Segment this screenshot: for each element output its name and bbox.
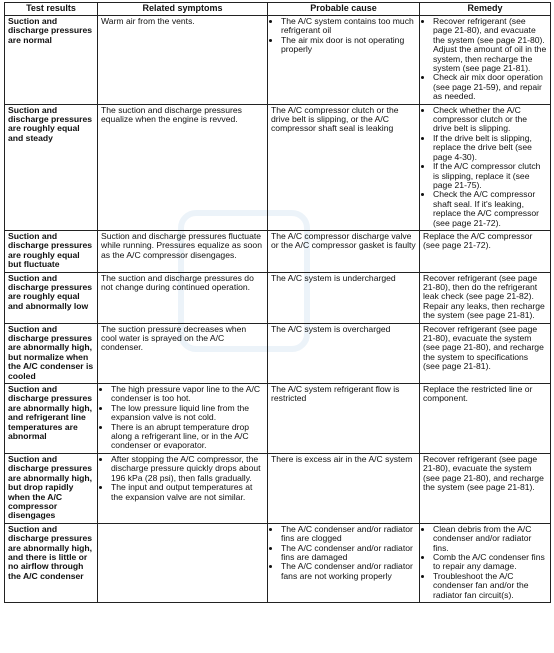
cause-text: The A/C compressor discharge valve or the A/C compressor gasket is faulty — [271, 230, 416, 251]
cause-item: • The air mix door is not operating properly — [281, 36, 416, 55]
table-body — [5, 16, 551, 603]
remedy-item: • Troubleshoot the A/C condenser fan and/or the radiator fan circuit(s). — [433, 572, 547, 600]
symptom-text: The suction pressure decreases when cool water is sprayed on the A/C condenser. — [101, 323, 247, 353]
table-row — [5, 104, 551, 230]
remedy-list — [423, 17, 547, 102]
cause-item: • The A/C condenser and/or radiator fins are damaged — [281, 544, 416, 563]
remedy-cell — [420, 323, 551, 383]
remedy-list — [423, 106, 547, 228]
remedy-text: Recover refrigerant (see page 21-80), evacuate the system (see page 21-80), and recharge the system (see page 21-81). — [423, 453, 544, 493]
remedy-text: Recover refrigerant (see page 21-80), evacuate the system (see page 21-80), and recharge the system to specifications (see page 21-81). — [423, 323, 544, 372]
symptom-item: • The low pressure liquid line from the expansion valve is not cold. — [111, 404, 264, 423]
test-result-cell: Suction and discharge pressures are normal — [5, 16, 98, 105]
remedy-text: Replace the restricted line or component. — [423, 384, 533, 404]
remedy-cell — [420, 230, 551, 272]
cause-cell — [268, 230, 420, 272]
symptoms-cell — [98, 104, 268, 230]
cause-item: • The A/C condenser and/or radiator fins are clogged — [281, 525, 416, 544]
remedy-item: • If the A/C compressor clutch is slipping, replace it (see page 21-75). — [433, 162, 547, 190]
symptoms-cell — [98, 323, 268, 383]
symptoms-cell — [98, 230, 268, 272]
remedy-list — [423, 525, 547, 600]
table-row — [5, 16, 551, 105]
cause-cell — [268, 16, 420, 105]
remedy-item: • Comb the A/C condenser fins to repair any damage. — [433, 553, 547, 572]
cause-item: • The A/C system contains too much refrigerant oil — [281, 17, 416, 36]
cause-cell — [268, 384, 420, 454]
header-probable-cause: Probable cause — [268, 3, 420, 16]
remedy-item: • Check the A/C compressor shaft seal. If it's leaking, replace the A/C compressor (see page 21-72). — [433, 190, 547, 228]
remedy-cell — [420, 104, 551, 230]
cause-list — [271, 525, 416, 581]
cause-text: The A/C system is undercharged — [271, 272, 396, 283]
cause-text: The A/C system refrigerant flow is restricted — [271, 384, 400, 404]
symptom-text: The suction and discharge pressures equalize when the engine is revved. — [101, 104, 242, 125]
remedy-item: • Check air mix door operation (see page 21-59), and repair as needed. — [433, 73, 547, 101]
cause-item: • The A/C condenser and/or radiator fans are not working properly — [281, 562, 416, 581]
troubleshooting-table — [4, 2, 551, 603]
table-row — [5, 323, 551, 383]
symptom-item: • The high pressure vapor line to the A/C condenser is too hot. — [111, 385, 264, 404]
header-remedy: Remedy — [420, 3, 551, 16]
header-related-symptoms: Related symptoms — [98, 3, 268, 16]
remedy-cell — [420, 523, 551, 602]
cause-text: The A/C system is overcharged — [271, 323, 391, 334]
remedy-cell — [420, 453, 551, 523]
remedy-cell — [420, 384, 551, 454]
remedy-cell — [420, 272, 551, 323]
table-row — [5, 523, 551, 602]
test-result-cell: Suction and discharge pressures are abnormally high, and refrigerant line temperatures are abnormal — [5, 384, 98, 454]
table-header-row — [5, 3, 551, 16]
remedy-item: • Check whether the A/C compressor clutch or the drive belt is slipping. — [433, 106, 547, 134]
cause-cell — [268, 104, 420, 230]
cause-cell — [268, 272, 420, 323]
test-result-cell: Suction and discharge pressures are abnormally high, but drop rapidly when the A/C compressor disengages — [5, 453, 98, 523]
symptom-item: • There is an abrupt temperature drop along a refrigerant line, or in the A/C condenser or evaporator. — [111, 423, 264, 451]
test-result-cell: Suction and discharge pressures are abnormally high, but normalize when the A/C condenser is cooled — [5, 323, 98, 383]
symptom-item: • After stopping the A/C compressor, the discharge pressure quickly drops about 196 kPa (28 psi), then falls gradually. — [111, 455, 264, 483]
table-row — [5, 272, 551, 323]
remedy-item: • Clean debris from the A/C condenser and/or radiator fins. — [433, 525, 547, 553]
test-result-cell: Suction and discharge pressures are roughly equal and abnormally low — [5, 272, 98, 323]
remedy-item: • Recover refrigerant (see page 21-80), and evacuate the system (see page 21-80). Adjust the amount of oil in the system, then recharge the system (see page 21-81). — [433, 17, 547, 73]
cause-cell — [268, 523, 420, 602]
table-row — [5, 453, 551, 523]
symptom-text: Suction and discharge pressures fluctuate while running. Pressures equalize as soon as the A/C compressor disengages. — [101, 230, 262, 260]
remedy-text: Replace the A/C compressor (see page 21-72). — [423, 230, 533, 251]
remedy-item: • If the drive belt is slipping, replace the drive belt (see page 4-30). — [433, 134, 547, 162]
cause-cell — [268, 323, 420, 383]
symptom-list — [101, 385, 264, 451]
symptoms-cell — [98, 523, 268, 602]
header-test-results: Test results — [5, 3, 98, 16]
test-result-cell: Suction and discharge pressures are abnormally high, and there is little or no airflow through the A/C condenser — [5, 523, 98, 602]
cause-text: There is excess air in the A/C system — [271, 453, 413, 464]
table-row — [5, 384, 551, 454]
symptoms-cell — [98, 272, 268, 323]
remedy-text: Recover refrigerant (see page 21-80), then do the refrigerant leak check (see page 21-82). Repair any leaks, then recharge the system (see page 21-81). — [423, 272, 545, 321]
test-result-cell: Suction and discharge pressures are roughly equal and steady — [5, 104, 98, 230]
symptoms-cell — [98, 16, 268, 105]
symptoms-cell — [98, 453, 268, 523]
symptom-text: Warm air from the vents. — [101, 16, 195, 26]
cause-cell — [268, 453, 420, 523]
cause-text: The A/C compressor clutch or the drive belt is slipping, or the A/C compressor shaft seal is leaking — [271, 104, 399, 134]
cause-list — [271, 17, 416, 55]
table-row — [5, 230, 551, 272]
symptom-list — [101, 455, 264, 502]
remedy-cell — [420, 16, 551, 105]
test-result-cell: Suction and discharge pressures are roughly equal but fluctuate — [5, 230, 98, 272]
symptom-item: • The input and output temperatures at the expansion valve are not similar. — [111, 483, 264, 502]
symptoms-cell — [98, 384, 268, 454]
symptom-text: The suction and discharge pressures do not change during continued operation. — [101, 272, 254, 292]
